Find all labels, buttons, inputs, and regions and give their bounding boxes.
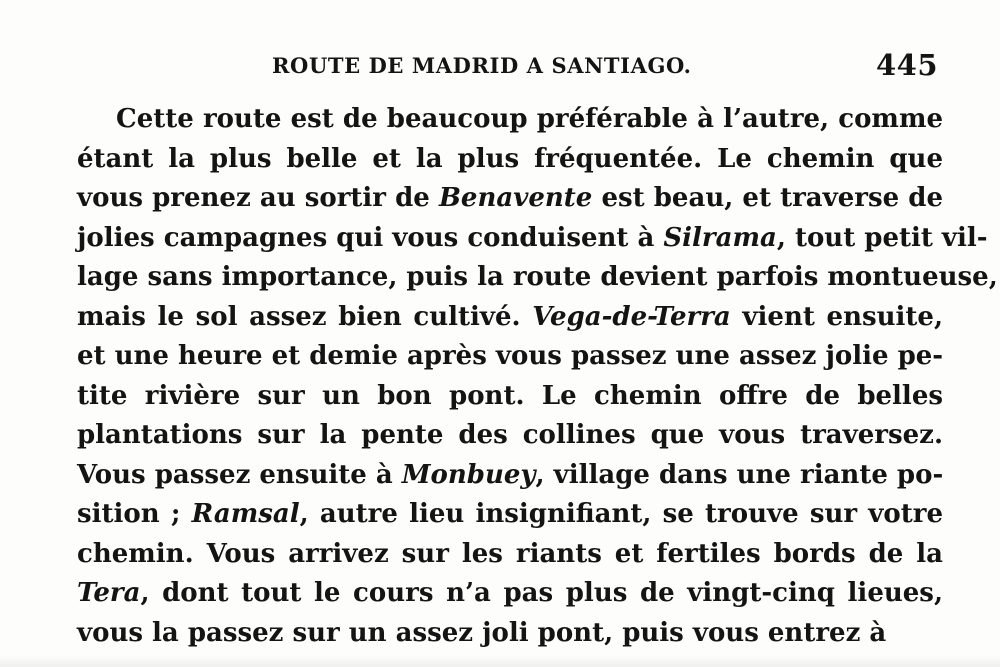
- running-head: [0, 50, 1000, 84]
- text-run: vous la passez sur un assez joli pont, puis vous entrez à: [77, 617, 887, 648]
- text-run: étant la plus belle et la plus fréquentée. Le chemin que: [77, 143, 943, 174]
- text-run: vient ensuite,: [730, 301, 943, 332]
- italic-place-name: Vega-de-Terra: [532, 301, 731, 332]
- page-number: 445: [876, 48, 939, 82]
- running-title: ROUTE DE MADRID A SANTIAGO.: [272, 53, 692, 78]
- text-line: [77, 456, 943, 496]
- text-run: tite rivière sur un bon pont. Le chemin offre de belles: [77, 380, 943, 411]
- text-run: jolies campagnes qui vous conduisent à: [77, 222, 664, 253]
- text-run: , village dans une riante po-: [535, 459, 944, 490]
- italic-place-name: Ramsal: [191, 499, 300, 529]
- italic-place-name: Silrama: [663, 222, 777, 253]
- text-run: Vous passez ensuite à: [77, 459, 402, 490]
- body-text: [77, 100, 998, 653]
- text-run: lage sans importance, puis la route devient parfois montueuse,: [77, 262, 998, 292]
- italic-place-name: Benavente: [438, 183, 593, 213]
- text-run: vous prenez au sortir de: [77, 183, 439, 213]
- text-line: [77, 377, 943, 417]
- text-run: , dont tout le cours n’a pas plus de vingt-cinq lieues,: [140, 578, 943, 608]
- text-run: , autre lieu insignifiant, se trouve sur votre: [299, 499, 943, 529]
- text-run: , tout petit vil-: [776, 222, 988, 253]
- text-line: [77, 298, 943, 338]
- text-line: [77, 258, 998, 298]
- text-line: [77, 614, 943, 654]
- text-line: [77, 100, 943, 140]
- text-line: [77, 535, 943, 575]
- text-run: chemin. Vous arrivez sur les riants et fertiles bords de la: [77, 538, 943, 569]
- text-line: [77, 140, 943, 180]
- text-run: sition ;: [77, 499, 192, 529]
- text-line: [77, 179, 943, 219]
- text-run: et une heure et demie après vous passez une assez jolie pe-: [77, 341, 944, 371]
- text-run: plantations sur la pente des collines que vous traversez.: [77, 420, 943, 450]
- text-line: [77, 337, 943, 377]
- text-line: [77, 416, 943, 456]
- text-run: Cette route est de beaucoup préférable à l’autre, comme: [116, 104, 943, 134]
- text-run: mais le sol assez bien cultivé.: [77, 301, 533, 332]
- text-line: [77, 219, 988, 259]
- page-bottom-edge: [0, 655, 1000, 667]
- text-line: [77, 495, 943, 535]
- italic-place-name: Monbuey: [401, 459, 536, 490]
- text-run: est beau, et traverse de: [592, 183, 943, 213]
- text-line: [77, 574, 943, 614]
- italic-place-name: Tera: [77, 578, 141, 608]
